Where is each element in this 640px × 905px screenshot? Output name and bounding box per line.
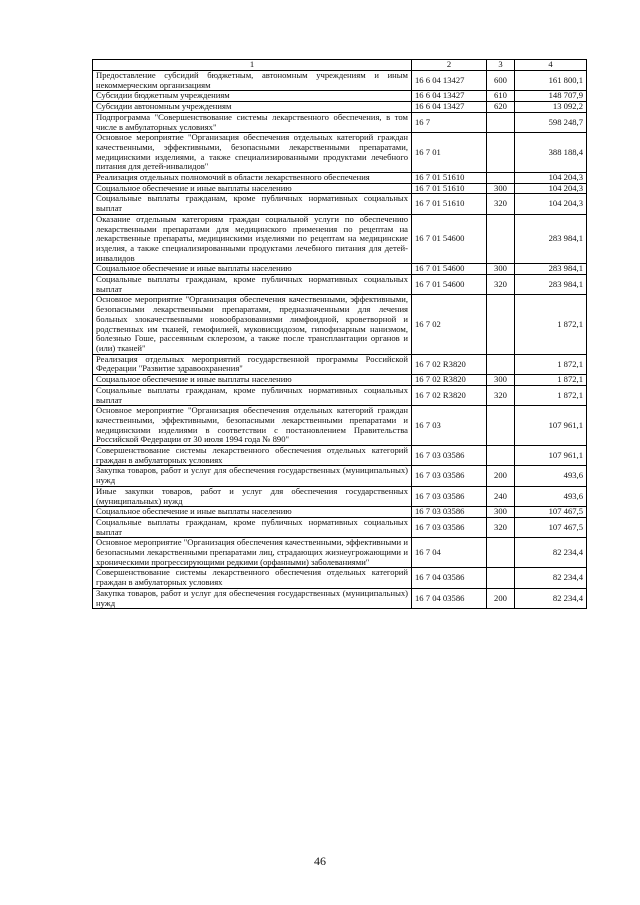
row-code-cell: 16 7 03 03586 (412, 486, 487, 506)
row-vr-cell (487, 214, 515, 264)
row-vr-cell: 300 (487, 375, 515, 386)
row-amount-cell: 1 872,1 (515, 375, 587, 386)
table-row (93, 538, 587, 568)
row-vr-cell (487, 295, 515, 354)
row-vr-cell (487, 133, 515, 173)
row-code-cell: 16 7 03 (412, 406, 487, 446)
table-row (93, 183, 587, 194)
row-amount-cell: 493,6 (515, 486, 587, 506)
row-amount-cell: 598 248,7 (515, 112, 587, 132)
row-code-cell: 16 7 03 03586 (412, 507, 487, 518)
table-row (93, 71, 587, 91)
row-name-cell: Социальное обеспечение и иные выплаты населению (93, 375, 412, 386)
row-name-cell: Основное мероприятие "Организация обеспечения отдельных категорий граждан качественными, эффективными, безопасными лекарственными препаратами, медицинскими изделиями, а также специализированными продуктами лечебного питания для детей-инвалидов" (93, 133, 412, 173)
row-code-cell: 16 7 03 03586 (412, 446, 487, 466)
row-amount-cell: 161 800,1 (515, 71, 587, 91)
row-code-cell: 16 7 (412, 112, 487, 132)
row-name-cell: Субсидии автономным учреждениям (93, 102, 412, 113)
row-code-cell: 16 7 01 54600 (412, 264, 487, 275)
row-amount-cell: 13 092,2 (515, 102, 587, 113)
row-vr-cell (487, 406, 515, 446)
row-amount-cell: 493,6 (515, 466, 587, 486)
row-amount-cell: 107 961,1 (515, 446, 587, 466)
row-vr-cell: 200 (487, 588, 515, 608)
table-row (93, 446, 587, 466)
row-vr-cell: 200 (487, 466, 515, 486)
header-col-2: 2 (412, 60, 487, 71)
row-name-cell: Основное мероприятие "Организация обеспечения качественными, эффективными и безопасными лекарственными препаратами лиц, страдающих жизнеугрожающими и хроническими прогрессирующими редкими (орфанными) заболеваниями" (93, 538, 412, 568)
row-code-cell: 16 6 04 13427 (412, 91, 487, 102)
row-name-cell: Основное мероприятие "Организация обеспечения отдельных категорий граждан качественными, эффективными, безопасными лекарственными препаратами и медицинскими изделиями в соответствии с постановлением Правительства Российской Федерации от 30 июля 1994 года № 890" (93, 406, 412, 446)
row-name-cell: Иные закупки товаров, работ и услуг для обеспечения государственных (муниципальных) нужд (93, 486, 412, 506)
row-name-cell: Социальное обеспечение и иные выплаты населению (93, 183, 412, 194)
row-vr-cell (487, 446, 515, 466)
row-vr-cell (487, 538, 515, 568)
table-row (93, 354, 587, 374)
row-vr-cell: 240 (487, 486, 515, 506)
row-vr-cell: 320 (487, 517, 515, 537)
table-body (93, 71, 587, 609)
budget-table (92, 59, 587, 609)
header-col-4: 4 (515, 60, 587, 71)
row-vr-cell (487, 173, 515, 184)
row-code-cell: 16 6 04 13427 (412, 102, 487, 113)
header-col-1: 1 (93, 60, 412, 71)
table-row (93, 91, 587, 102)
row-amount-cell: 104 204,3 (515, 183, 587, 194)
row-amount-cell: 107 467,5 (515, 507, 587, 518)
row-amount-cell: 104 204,3 (515, 173, 587, 184)
table-row (93, 173, 587, 184)
table-row (93, 264, 587, 275)
header-col-3: 3 (487, 60, 515, 71)
row-name-cell: Социальные выплаты гражданам, кроме публичных нормативных социальных выплат (93, 385, 412, 405)
row-name-cell: Социальное обеспечение и иные выплаты населению (93, 507, 412, 518)
row-code-cell: 16 7 04 03586 (412, 588, 487, 608)
row-vr-cell: 610 (487, 91, 515, 102)
row-name-cell: Совершенствование системы лекарственного обеспечения отдельных категорий граждан в амбулаторных условиях (93, 568, 412, 588)
row-name-cell: Закупка товаров, работ и услуг для обеспечения государственных (муниципальных) нужд (93, 466, 412, 486)
table-row (93, 568, 587, 588)
row-name-cell: Социальные выплаты гражданам, кроме публичных нормативных социальных выплат (93, 517, 412, 537)
row-code-cell: 16 7 02 R3820 (412, 354, 487, 374)
row-amount-cell: 1 872,1 (515, 354, 587, 374)
row-vr-cell (487, 354, 515, 374)
table-row (93, 194, 587, 214)
row-name-cell: Предоставление субсидий бюджетным, автономным учреждениям и иным некоммерческим организациям (93, 71, 412, 91)
row-code-cell: 16 6 04 13427 (412, 71, 487, 91)
table-row (93, 133, 587, 173)
table-row (93, 214, 587, 264)
row-name-cell: Реализация отдельных мероприятий государственной программы Российской Федерации "Развитие здравоохранения" (93, 354, 412, 374)
row-vr-cell: 300 (487, 264, 515, 275)
row-name-cell: Социальное обеспечение и иные выплаты населению (93, 264, 412, 275)
table-row (93, 406, 587, 446)
row-code-cell: 16 7 04 03586 (412, 568, 487, 588)
row-amount-cell: 1 872,1 (515, 295, 587, 354)
table-row (93, 102, 587, 113)
table-row (93, 375, 587, 386)
row-name-cell: Закупка товаров, работ и услуг для обеспечения государственных (муниципальных) нужд (93, 588, 412, 608)
row-amount-cell: 107 961,1 (515, 406, 587, 446)
table-row (93, 295, 587, 354)
row-name-cell: Социальные выплаты гражданам, кроме публичных нормативных социальных выплат (93, 275, 412, 295)
row-code-cell: 16 7 03 03586 (412, 517, 487, 537)
row-name-cell: Основное мероприятие "Организация обеспечения качественными, эффективными, безопасными лекарственными препаратами, предназначенными для лечения больных злокачественными новообразованиями лимфоидной, кроветворной и родственных им тканей, гемофилией, муковисцидозом, гипофизарным нанизмом, болезнью Гоше, рассеянным склерозом, а также после трансплантации органов и (или) тканей" (93, 295, 412, 354)
row-code-cell: 16 7 02 (412, 295, 487, 354)
row-amount-cell: 283 984,1 (515, 264, 587, 275)
row-name-cell: Реализация отдельных полномочий в области лекарственного обеспечения (93, 173, 412, 184)
table-row (93, 466, 587, 486)
row-vr-cell: 300 (487, 507, 515, 518)
row-amount-cell: 82 234,4 (515, 568, 587, 588)
row-code-cell: 16 7 01 51610 (412, 173, 487, 184)
row-amount-cell: 388 188,4 (515, 133, 587, 173)
table-header-row (93, 60, 587, 71)
table-row (93, 275, 587, 295)
table-row (93, 486, 587, 506)
row-code-cell: 16 7 04 (412, 538, 487, 568)
row-vr-cell: 320 (487, 194, 515, 214)
row-amount-cell: 1 872,1 (515, 385, 587, 405)
table-row (93, 112, 587, 132)
row-vr-cell: 320 (487, 275, 515, 295)
table-row (93, 385, 587, 405)
row-code-cell: 16 7 01 54600 (412, 214, 487, 264)
table-row (93, 517, 587, 537)
row-name-cell: Совершенствование системы лекарственного обеспечения отдельных категорий граждан в амбулаторных условиях (93, 446, 412, 466)
table-row (93, 588, 587, 608)
row-amount-cell: 107 467,5 (515, 517, 587, 537)
row-name-cell: Оказание отдельным категориям граждан социальной услуги по обеспечению лекарственными препаратами для медицинского применения по рецептам на лекарственные препараты, медицинскими изделиями по рецептам на медицинские изделия, а также специализированными продуктами лечебного питания для детей-инвалидов (93, 214, 412, 264)
row-vr-cell: 600 (487, 71, 515, 91)
row-code-cell: 16 7 01 54600 (412, 275, 487, 295)
row-vr-cell: 320 (487, 385, 515, 405)
row-name-cell: Субсидии бюджетным учреждениям (93, 91, 412, 102)
row-amount-cell: 148 707,9 (515, 91, 587, 102)
row-amount-cell: 283 984,1 (515, 275, 587, 295)
row-code-cell: 16 7 01 51610 (412, 194, 487, 214)
row-code-cell: 16 7 01 51610 (412, 183, 487, 194)
row-vr-cell (487, 112, 515, 132)
row-name-cell: Социальные выплаты гражданам, кроме публичных нормативных социальных выплат (93, 194, 412, 214)
row-code-cell: 16 7 03 03586 (412, 466, 487, 486)
row-code-cell: 16 7 02 R3820 (412, 375, 487, 386)
row-code-cell: 16 7 01 (412, 133, 487, 173)
row-vr-cell: 620 (487, 102, 515, 113)
table-row (93, 507, 587, 518)
row-amount-cell: 283 984,1 (515, 214, 587, 264)
page-number: 46 (314, 854, 326, 868)
row-amount-cell: 104 204,3 (515, 194, 587, 214)
row-code-cell: 16 7 02 R3820 (412, 385, 487, 405)
row-vr-cell: 300 (487, 183, 515, 194)
row-name-cell: Подпрограмма "Совершенствование системы лекарственного обеспечения, в том числе в амбулаторных условиях" (93, 112, 412, 132)
row-vr-cell (487, 568, 515, 588)
row-amount-cell: 82 234,4 (515, 538, 587, 568)
row-amount-cell: 82 234,4 (515, 588, 587, 608)
